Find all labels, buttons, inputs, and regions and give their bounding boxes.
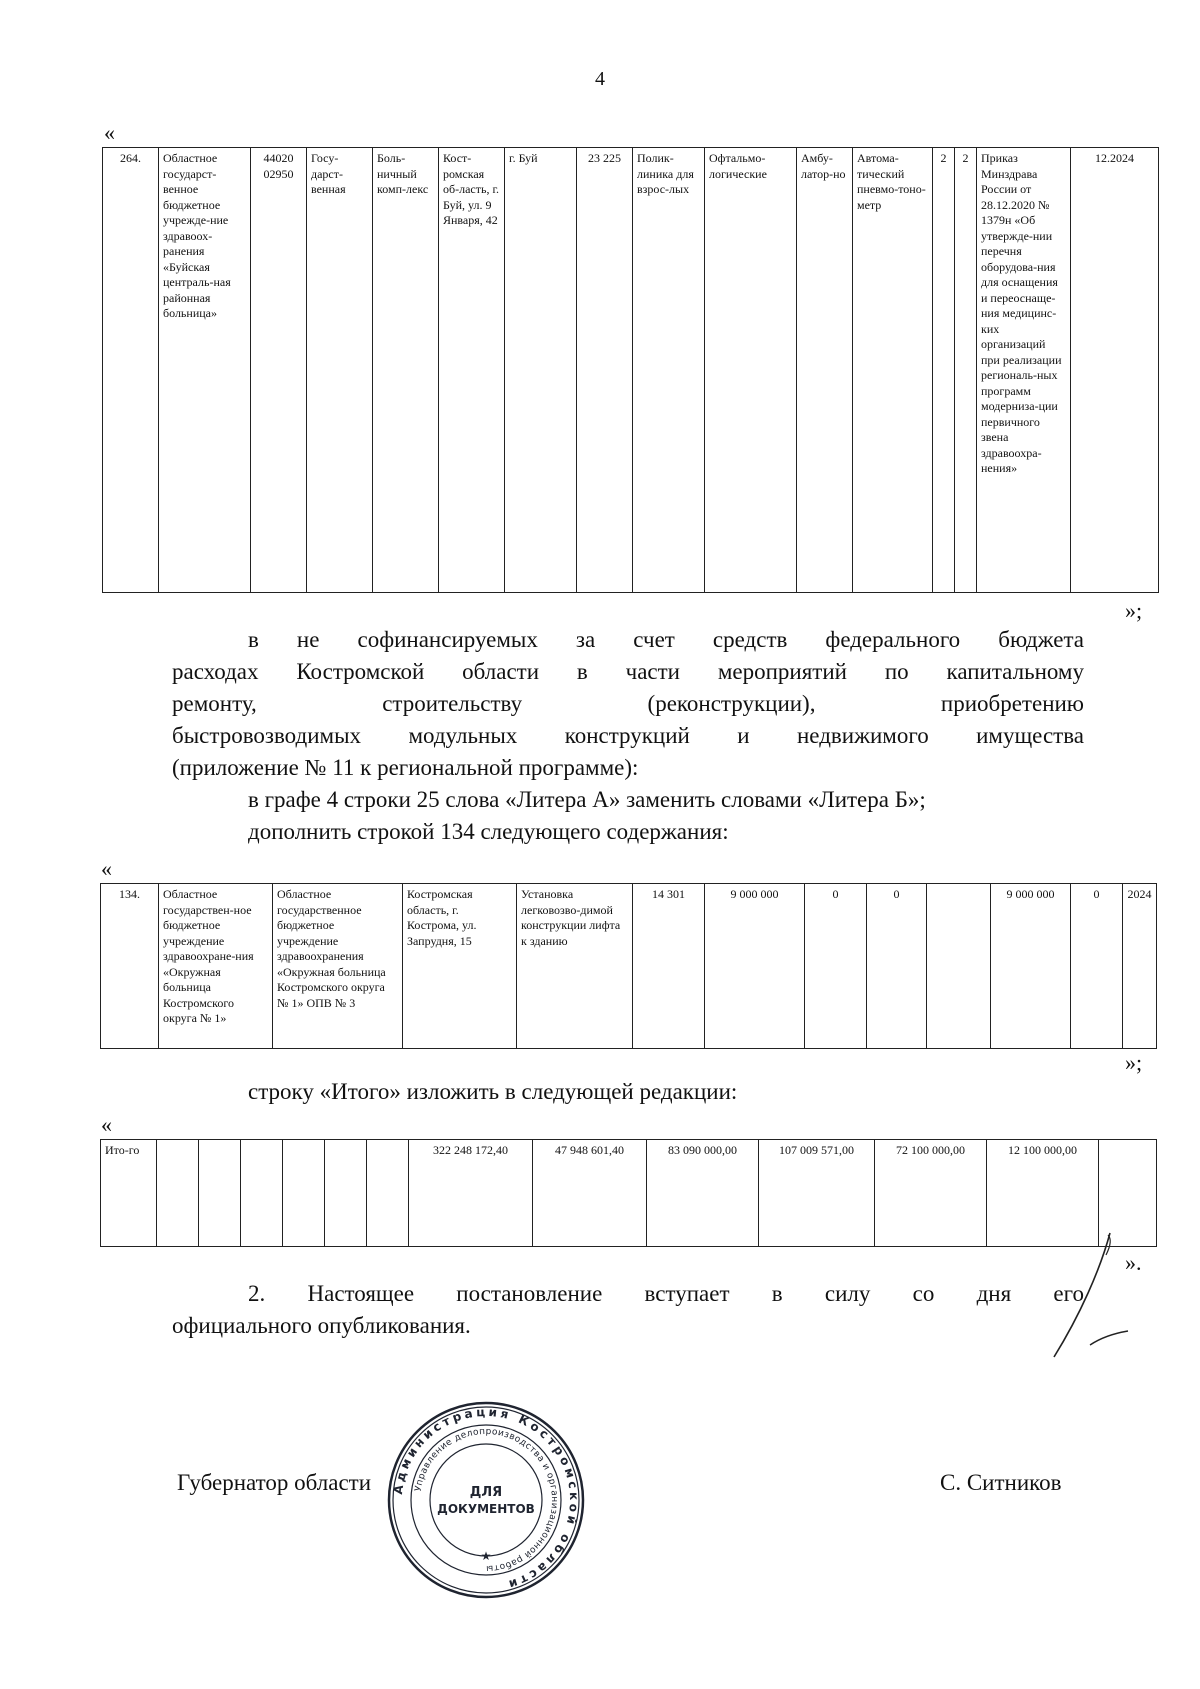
table-row-264	[102, 147, 1159, 593]
paragraph-amendment	[172, 624, 1084, 848]
cell: Амбу-латор-но	[797, 148, 853, 593]
cell: 12 100 000,00	[987, 1140, 1099, 1247]
cell: Областное государствен-ное бюджетное учреждение здравоохране-ния «Окружная больница Костромского округа № 1»	[159, 884, 273, 1049]
paragraph-line: ремонту, строительству (реконструкции), приобретению	[172, 691, 1084, 716]
cell: 0	[1071, 884, 1123, 1049]
cell: Автома-тический пневмо-тоно-метр	[853, 148, 933, 593]
table-row	[101, 884, 1157, 1049]
cell: Полик-линика для взрос-лых	[633, 148, 705, 593]
cell: Приказ Минздрава России от 28.12.2020 № 1379н «Об утвержде-нии перечня оборудова-ния для оснащения и переоснаще-ния медицинс-ких организаций при реализации региональ-ных программ модерниза-ции первичного звена здравоохра-нения»	[977, 148, 1071, 593]
official-stamp	[386, 1400, 586, 1600]
cell	[199, 1140, 241, 1247]
quote-open-3: «	[101, 1112, 112, 1137]
signature-position: Губернатор области	[177, 1470, 372, 1495]
stamp-inner-text: Управление делопроизводства и организационной работы	[413, 1426, 560, 1574]
cell: 0	[805, 884, 867, 1049]
paragraph-itogo-intro: строку «Итого» изложить в следующей редакции:	[248, 1079, 738, 1104]
paragraph-line: в не софинансируемых за счет средств федерального бюджета	[248, 627, 1084, 652]
cell	[157, 1140, 199, 1247]
cell: 72 100 000,00	[875, 1140, 987, 1247]
cell	[325, 1140, 367, 1247]
stamp-center-line1: ДЛЯ	[469, 1485, 503, 1500]
cell: 2	[933, 148, 955, 593]
cell: 2	[955, 148, 977, 593]
cell	[367, 1140, 409, 1247]
cell: 9 000 000	[991, 884, 1071, 1049]
stamp-outer-text: Администрация Костромской области	[391, 1404, 582, 1593]
paragraph-line: 2. Настоящее постановление вступает в силу со дня его	[248, 1281, 1084, 1306]
cell: 107 009 571,00	[759, 1140, 875, 1247]
cell: 14 301	[633, 884, 705, 1049]
stamp-center-line2: ДОКУМЕНТОВ	[437, 1502, 535, 1516]
quote-close-3: ».	[1125, 1250, 1142, 1275]
paragraph-line-litera: в графе 4 строки 25 слова «Литера А» заменить словами «Литера Б»;	[248, 787, 926, 812]
quote-close-2: »;	[1125, 1050, 1143, 1075]
table-row-itogo	[100, 1139, 1157, 1247]
table-row	[103, 148, 1159, 593]
cell: Боль-ничный комп-лекс	[373, 148, 439, 593]
cell	[927, 884, 991, 1049]
cell: Госу-дарст-венная	[307, 148, 373, 593]
cell: 0	[867, 884, 927, 1049]
cell: Областное государственное бюджетное учреждение здравоохранения «Окружная больница Костромского округа № 1» ОПВ № 3	[273, 884, 403, 1049]
star-icon: ★	[480, 1549, 492, 1563]
paragraph-line-dopolnit: дополнить строкой 134 следующего содержания:	[248, 819, 729, 844]
cell: 322 248 172,40	[409, 1140, 533, 1247]
cell: г. Буй	[505, 148, 577, 593]
quote-open-2: «	[101, 856, 112, 881]
cell: 47 948 601,40	[533, 1140, 647, 1247]
page-number: 4	[595, 68, 605, 90]
paragraph-line: быстровозводимых модульных конструкций и недвижимого имущества	[172, 723, 1084, 748]
cell: Офтальмо-логические	[705, 148, 797, 593]
table-row	[101, 1140, 1157, 1247]
table-row-134	[100, 883, 1157, 1049]
paragraph-line: расходах Костромской области в части мероприятий по капитальному	[172, 659, 1084, 684]
cell: 23 225	[577, 148, 633, 593]
signature-name: С. Ситников	[940, 1470, 1062, 1495]
signature-mark	[1040, 1225, 1130, 1365]
cell	[283, 1140, 325, 1247]
paragraph-effect	[172, 1278, 1084, 1342]
quote-open-1: «	[104, 120, 115, 145]
cell: 44020 02950	[251, 148, 307, 593]
cell: Установка легковозво-димой конструкции лифта к зданию	[517, 884, 633, 1049]
cell: 12.2024	[1071, 148, 1159, 593]
cell: Костромская область, г. Кострома, ул. Запрудня, 15	[403, 884, 517, 1049]
cell: Кост-ромская об-ласть, г. Буй, ул. 9 Января, 42	[439, 148, 505, 593]
cell: 83 090 000,00	[647, 1140, 759, 1247]
quote-close-1: »;	[1125, 598, 1143, 623]
cell: 134.	[101, 884, 159, 1049]
cell: 9 000 000	[705, 884, 805, 1049]
cell	[241, 1140, 283, 1247]
cell: Ито-го	[101, 1140, 157, 1247]
paragraph-line: официального опубликования.	[172, 1313, 471, 1338]
cell: 2024	[1123, 884, 1157, 1049]
cell: 264.	[103, 148, 159, 593]
cell: Областное государст-венное бюджетное учрежде-ние здравоох-ранения «Буйская централь-ная районная больница»	[159, 148, 251, 593]
paragraph-line: (приложение № 11 к региональной программе):	[172, 755, 639, 780]
